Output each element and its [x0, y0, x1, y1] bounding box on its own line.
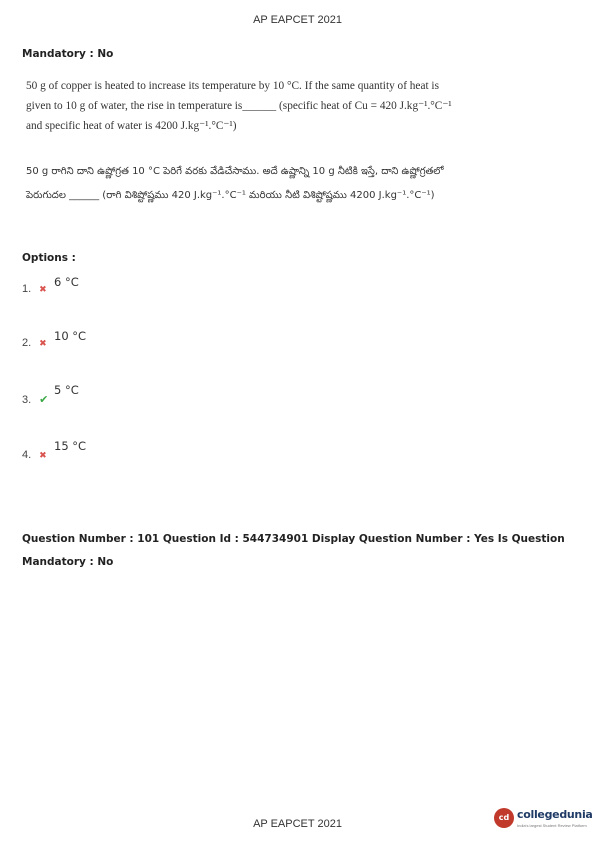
logo-tagline: India's largest Student Review Platform	[517, 823, 587, 828]
question-text-english: 50 g of copper is heated to increase its temperature by 10 °C. If the same quantity of heat is given to 10 g of water, the rise in temperature is______ (specific heat of Cu = 420 J.kg⁻¹.°C⁻¹ and specific heat of water is 4200 J.kg⁻¹.°C⁻¹)	[26, 80, 452, 132]
option-value: 5 °C	[54, 383, 79, 397]
question-text-telugu: 50 g రాగిని దాని ఉష్ణోగ్రత 10 °C పెరిగే వరకు వేడిచేసాము. అదే ఉష్ణాన్ని 10 g నీటికి ఇస్తే, దాని ఉష్ణోగ్రతలో పెరుగుదల ______ (రాగి విశిష్టోష్ణము 420 J.kg⁻¹.°C⁻¹ మరియు నీటి విశిష్టోష్ణము 4200 J.kg⁻¹.°C⁻¹)	[26, 166, 444, 201]
option-4[interactable]	[22, 449, 49, 461]
option-number: 1.	[22, 283, 32, 295]
collegedunia-logo	[494, 806, 593, 834]
cross-icon: ✖	[39, 338, 47, 348]
option-value: 10 °C	[54, 329, 87, 343]
option-number: 2.	[22, 337, 32, 349]
option-number: 3.	[22, 394, 32, 406]
option-1[interactable]	[22, 283, 49, 295]
option-value: 6 °C	[54, 275, 79, 289]
next-question-info: Question Number : 101 Question Id : 544734901 Display Question Number : Yes Is Question Mandatory : No	[22, 533, 565, 568]
option-3[interactable]	[22, 393, 49, 406]
option-value: 15 °C	[54, 439, 87, 453]
options-title: Options :	[22, 252, 76, 264]
page-footer: AP EAPCET 2021	[253, 818, 342, 830]
mandatory-label: Mandatory : No	[22, 48, 114, 60]
cross-icon: ✖	[39, 450, 47, 460]
option-number: 4.	[22, 449, 32, 461]
page-header: AP EAPCET 2021	[253, 14, 342, 26]
option-2[interactable]	[22, 337, 49, 349]
logo-name: collegedunia	[517, 808, 593, 821]
check-icon: ✔	[39, 394, 49, 406]
cross-icon: ✖	[39, 284, 47, 294]
logo-badge-icon: cd	[494, 808, 514, 828]
